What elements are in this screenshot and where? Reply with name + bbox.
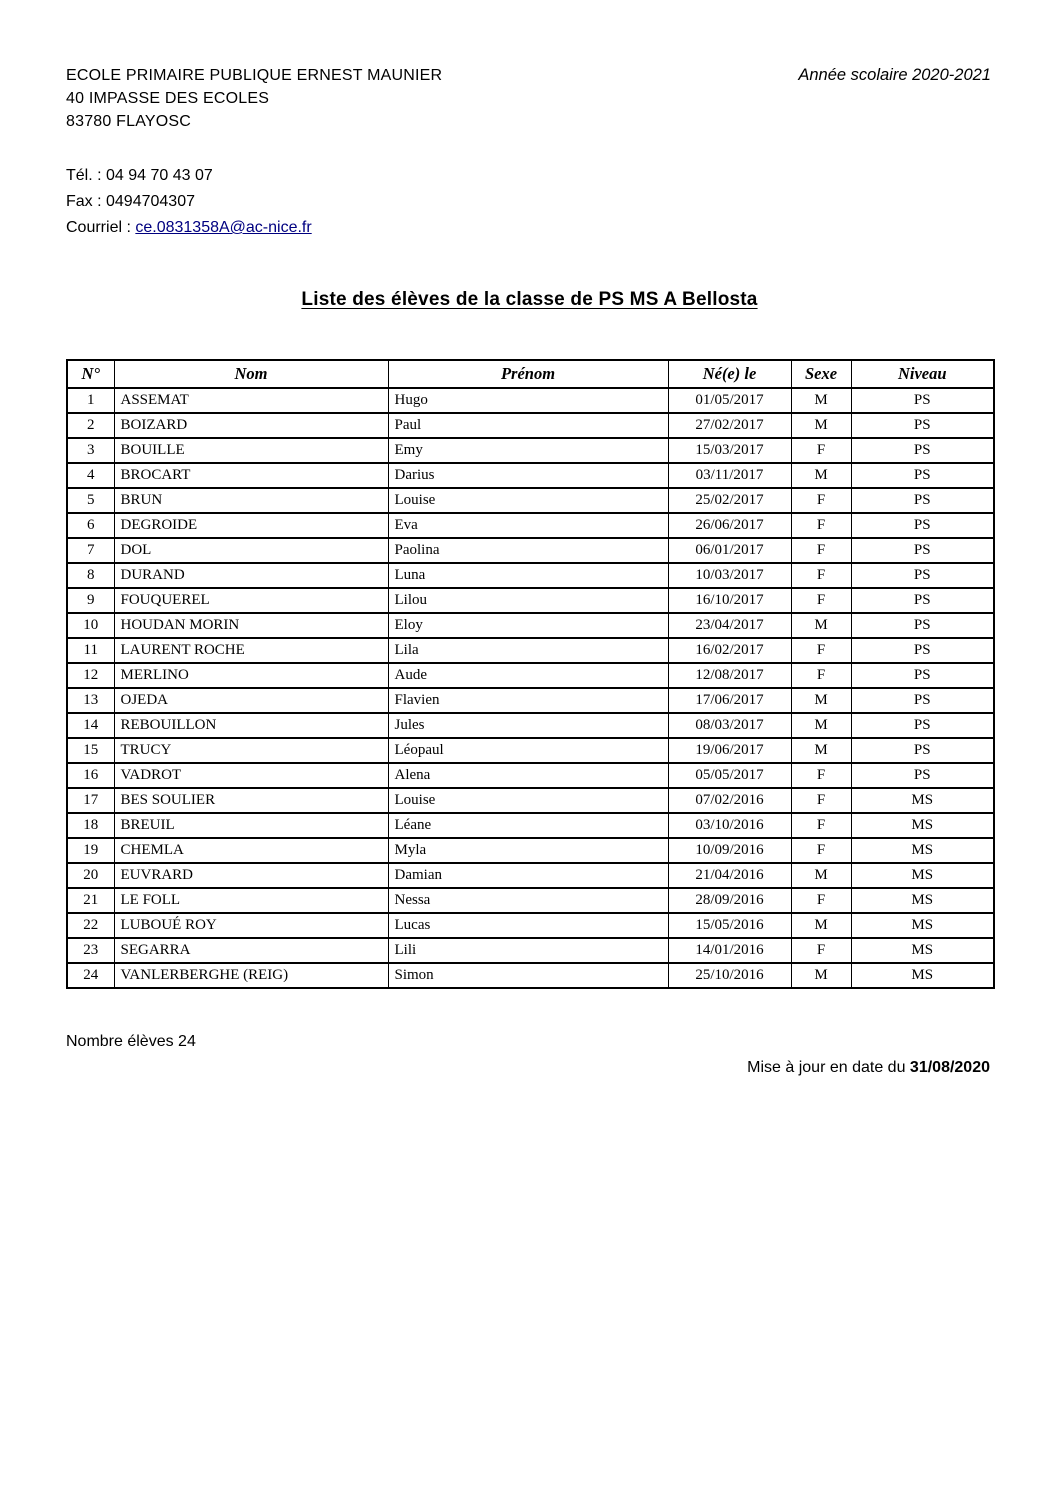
cell-niveau: PS [851, 538, 994, 563]
table-row [67, 813, 994, 838]
table-row [67, 838, 994, 863]
column-header-sexe: Sexe [791, 360, 851, 388]
cell-ne-le: 08/03/2017 [668, 713, 791, 738]
cell-prenom: Emy [388, 438, 668, 463]
cell-nom: BROCART [114, 463, 388, 488]
cell-numero: 19 [67, 838, 114, 863]
cell-nom: MERLINO [114, 663, 388, 688]
update-date-value: 31/08/2020 [909, 1059, 990, 1076]
cell-niveau: PS [851, 388, 994, 413]
cell-nom: FOUQUEREL [114, 588, 388, 613]
table-row [67, 763, 994, 788]
cell-numero: 5 [67, 488, 114, 513]
cell-sexe: M [791, 713, 851, 738]
cell-niveau: PS [851, 738, 994, 763]
cell-prenom: Louise [388, 788, 668, 813]
cell-prenom: Jules [388, 713, 668, 738]
students-table [66, 359, 995, 989]
school-address-block [66, 64, 442, 133]
cell-ne-le: 16/02/2017 [668, 638, 791, 663]
table-row [67, 463, 994, 488]
school-contact-block [66, 163, 993, 241]
table-row [67, 513, 994, 538]
cell-prenom: Flavien [388, 688, 668, 713]
cell-prenom: Simon [388, 963, 668, 988]
cell-sexe: F [791, 663, 851, 688]
cell-numero: 6 [67, 513, 114, 538]
cell-niveau: MS [851, 938, 994, 963]
column-header-prenom: Prénom [388, 360, 668, 388]
cell-prenom: Lilou [388, 588, 668, 613]
cell-prenom: Paul [388, 413, 668, 438]
cell-numero: 4 [67, 463, 114, 488]
cell-numero: 16 [67, 763, 114, 788]
cell-prenom: Hugo [388, 388, 668, 413]
cell-sexe: F [791, 888, 851, 913]
cell-sexe: M [791, 688, 851, 713]
cell-niveau: PS [851, 588, 994, 613]
cell-ne-le: 12/08/2017 [668, 663, 791, 688]
cell-sexe: F [791, 763, 851, 788]
cell-ne-le: 05/05/2017 [668, 763, 791, 788]
cell-numero: 3 [67, 438, 114, 463]
table-row [67, 963, 994, 988]
cell-sexe: F [791, 513, 851, 538]
table-row [67, 588, 994, 613]
cell-prenom: Lila [388, 638, 668, 663]
cell-ne-le: 28/09/2016 [668, 888, 791, 913]
cell-numero: 24 [67, 963, 114, 988]
cell-nom: BREUIL [114, 813, 388, 838]
cell-numero: 15 [67, 738, 114, 763]
table-row [67, 613, 994, 638]
cell-prenom: Eloy [388, 613, 668, 638]
cell-ne-le: 15/03/2017 [668, 438, 791, 463]
cell-niveau: MS [851, 888, 994, 913]
cell-nom: VANLERBERGHE (REIG) [114, 963, 388, 988]
cell-prenom: Léopaul [388, 738, 668, 763]
cell-ne-le: 26/06/2017 [668, 513, 791, 538]
cell-nom: ASSEMAT [114, 388, 388, 413]
cell-numero: 14 [67, 713, 114, 738]
cell-nom: CHEMLA [114, 838, 388, 863]
school-address-line2: 83780 FLAYOSC [66, 113, 192, 130]
email-line [66, 215, 993, 241]
cell-ne-le: 14/01/2016 [668, 938, 791, 963]
cell-nom: BOUILLE [114, 438, 388, 463]
table-row [67, 638, 994, 663]
cell-prenom: Luna [388, 563, 668, 588]
cell-niveau: MS [851, 838, 994, 863]
cell-niveau: PS [851, 488, 994, 513]
cell-ne-le: 10/03/2017 [668, 563, 791, 588]
school-year-label: Année scolaire 2020-2021 [798, 66, 991, 84]
cell-prenom: Nessa [388, 888, 668, 913]
cell-niveau: MS [851, 963, 994, 988]
cell-sexe: F [791, 938, 851, 963]
update-date-line [66, 1059, 993, 1077]
cell-niveau: MS [851, 863, 994, 888]
cell-sexe: M [791, 388, 851, 413]
cell-sexe: M [791, 913, 851, 938]
cell-prenom: Darius [388, 463, 668, 488]
cell-niveau: PS [851, 513, 994, 538]
cell-nom: REBOUILLON [114, 713, 388, 738]
cell-niveau: MS [851, 813, 994, 838]
cell-nom: BES SOULIER [114, 788, 388, 813]
cell-nom: OJEDA [114, 688, 388, 713]
table-row [67, 938, 994, 963]
table-row [67, 713, 994, 738]
cell-sexe: M [791, 413, 851, 438]
cell-numero: 10 [67, 613, 114, 638]
cell-ne-le: 23/04/2017 [668, 613, 791, 638]
cell-numero: 1 [67, 388, 114, 413]
cell-sexe: F [791, 438, 851, 463]
cell-nom: LAURENT ROCHE [114, 638, 388, 663]
cell-ne-le: 21/04/2016 [668, 863, 791, 888]
cell-nom: HOUDAN MORIN [114, 613, 388, 638]
table-row [67, 388, 994, 413]
table-row [67, 913, 994, 938]
cell-prenom: Lucas [388, 913, 668, 938]
cell-numero: 13 [67, 688, 114, 713]
cell-ne-le: 03/10/2016 [668, 813, 791, 838]
cell-niveau: PS [851, 613, 994, 638]
cell-numero: 11 [67, 638, 114, 663]
cell-sexe: F [791, 563, 851, 588]
cell-sexe: F [791, 638, 851, 663]
students-table-container [66, 359, 993, 989]
cell-sexe: M [791, 863, 851, 888]
column-header-nom: Nom [114, 360, 388, 388]
cell-sexe: M [791, 738, 851, 763]
cell-nom: EUVRARD [114, 863, 388, 888]
table-row [67, 663, 994, 688]
cell-prenom: Lili [388, 938, 668, 963]
table-row [67, 413, 994, 438]
cell-prenom: Aude [388, 663, 668, 688]
cell-niveau: PS [851, 438, 994, 463]
table-row [67, 563, 994, 588]
table-row [67, 888, 994, 913]
page-title: Liste des élèves de la classe de PS MS A Bellosta [301, 289, 758, 310]
cell-sexe: M [791, 963, 851, 988]
cell-nom: LE FOLL [114, 888, 388, 913]
cell-niveau: MS [851, 913, 994, 938]
cell-ne-le: 19/06/2017 [668, 738, 791, 763]
cell-numero: 17 [67, 788, 114, 813]
column-header-numero: N° [67, 360, 114, 388]
school-name: ECOLE PRIMAIRE PUBLIQUE ERNEST MAUNIER [66, 67, 443, 84]
cell-numero: 23 [67, 938, 114, 963]
table-row [67, 738, 994, 763]
column-header-ne-le: Né(e) le [668, 360, 791, 388]
table-row [67, 863, 994, 888]
cell-numero: 2 [67, 413, 114, 438]
column-header-niveau: Niveau [851, 360, 994, 388]
cell-numero: 18 [67, 813, 114, 838]
cell-nom: VADROT [114, 763, 388, 788]
cell-numero: 20 [67, 863, 114, 888]
cell-prenom: Myla [388, 838, 668, 863]
table-row [67, 788, 994, 813]
cell-ne-le: 06/01/2017 [668, 538, 791, 563]
cell-nom: DOL [114, 538, 388, 563]
cell-ne-le: 07/02/2016 [668, 788, 791, 813]
cell-numero: 8 [67, 563, 114, 588]
cell-numero: 22 [67, 913, 114, 938]
cell-numero: 7 [67, 538, 114, 563]
cell-numero: 9 [67, 588, 114, 613]
email-label: Courriel : [66, 219, 136, 236]
cell-ne-le: 10/09/2016 [668, 838, 791, 863]
cell-ne-le: 03/11/2017 [668, 463, 791, 488]
cell-niveau: PS [851, 638, 994, 663]
cell-sexe: M [791, 463, 851, 488]
cell-niveau: PS [851, 763, 994, 788]
cell-nom: TRUCY [114, 738, 388, 763]
cell-sexe: F [791, 538, 851, 563]
cell-ne-le: 15/05/2016 [668, 913, 791, 938]
table-row [67, 488, 994, 513]
cell-niveau: PS [851, 463, 994, 488]
cell-niveau: PS [851, 563, 994, 588]
cell-prenom: Louise [388, 488, 668, 513]
cell-prenom: Paolina [388, 538, 668, 563]
cell-niveau: MS [851, 788, 994, 813]
cell-sexe: F [791, 488, 851, 513]
table-header-row [67, 360, 994, 388]
cell-prenom: Léane [388, 813, 668, 838]
cell-sexe: F [791, 838, 851, 863]
cell-ne-le: 17/06/2017 [668, 688, 791, 713]
cell-nom: LUBOUÉ ROY [114, 913, 388, 938]
students-table-body [67, 388, 994, 988]
cell-sexe: F [791, 813, 851, 838]
cell-ne-le: 27/02/2017 [668, 413, 791, 438]
cell-prenom: Eva [388, 513, 668, 538]
cell-ne-le: 16/10/2017 [668, 588, 791, 613]
cell-sexe: M [791, 613, 851, 638]
cell-nom: DEGROIDE [114, 513, 388, 538]
table-row [67, 688, 994, 713]
email-link[interactable]: ce.0831358A@ac-nice.fr [135, 219, 312, 236]
cell-prenom: Alena [388, 763, 668, 788]
cell-nom: SEGARRA [114, 938, 388, 963]
update-date-prefix: Mise à jour en date du [747, 1059, 910, 1076]
cell-ne-le: 01/05/2017 [668, 388, 791, 413]
cell-niveau: PS [851, 713, 994, 738]
cell-ne-le: 25/02/2017 [668, 488, 791, 513]
table-row [67, 538, 994, 563]
student-count-label: Nombre élèves 24 [66, 1033, 196, 1050]
cell-niveau: PS [851, 688, 994, 713]
school-address-line1: 40 IMPASSE DES ECOLES [66, 90, 270, 107]
cell-sexe: F [791, 788, 851, 813]
document-header [66, 64, 993, 133]
cell-prenom: Damian [388, 863, 668, 888]
cell-ne-le: 25/10/2016 [668, 963, 791, 988]
cell-nom: DURAND [114, 563, 388, 588]
fax-line: Fax : 0494704307 [66, 193, 195, 210]
cell-numero: 12 [67, 663, 114, 688]
cell-sexe: F [791, 588, 851, 613]
phone-line: Tél. : 04 94 70 43 07 [66, 167, 213, 184]
cell-nom: BRUN [114, 488, 388, 513]
cell-niveau: PS [851, 413, 994, 438]
table-row [67, 438, 994, 463]
cell-nom: BOIZARD [114, 413, 388, 438]
cell-numero: 21 [67, 888, 114, 913]
cell-niveau: PS [851, 663, 994, 688]
